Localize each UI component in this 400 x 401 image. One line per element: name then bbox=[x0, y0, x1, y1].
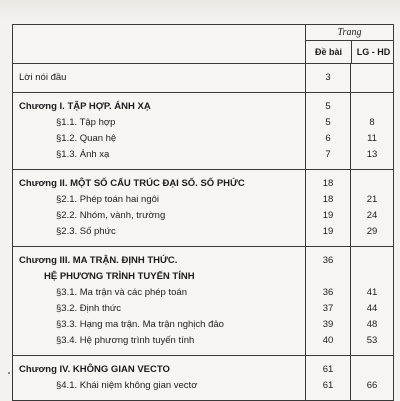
header-de-bai-label: Đề bài bbox=[306, 41, 352, 63]
intro-row bbox=[13, 64, 394, 93]
header-row bbox=[13, 25, 394, 64]
section-title: §2.1. Phép toán hai ngôi bbox=[56, 194, 160, 205]
section-title: §2.2. Nhóm, vành, trường bbox=[56, 210, 166, 221]
chapter-lg-page bbox=[351, 99, 393, 115]
section-title: §3.1. Ma trận và các phép toán bbox=[56, 287, 187, 298]
intro-title-cell bbox=[13, 64, 306, 93]
section-lg-page: 48 bbox=[366, 319, 378, 330]
chapter-lg-page bbox=[351, 176, 393, 192]
section-de-page: 6 bbox=[325, 133, 331, 144]
chapter-title-cell bbox=[13, 93, 306, 170]
section-title: §3.2. Định thức bbox=[56, 303, 121, 314]
chapter-lg-cell bbox=[351, 356, 394, 401]
section-lg-page: 53 bbox=[366, 335, 378, 346]
section-lg-page: 11 bbox=[367, 133, 377, 144]
section-lg-page: 8 bbox=[369, 117, 375, 128]
section-de-page: 7 bbox=[325, 149, 331, 160]
chapter-row bbox=[13, 356, 394, 401]
section-title: §3.3. Hạng ma trận. Ma trận nghịch đảo bbox=[56, 319, 224, 330]
section-de-page: 40 bbox=[322, 335, 334, 346]
chapter-row bbox=[13, 247, 394, 356]
chapter-de-cell bbox=[306, 356, 351, 401]
header-lg-hd-label: LG - HD bbox=[356, 47, 391, 57]
chapter-title-continued: HỆ PHƯƠNG TRÌNH TUYẾN TÍNH bbox=[44, 271, 195, 282]
chapter-lg-page bbox=[351, 362, 393, 378]
chapter-row bbox=[13, 93, 394, 170]
intro-lg-cell bbox=[351, 64, 394, 93]
section-title: §2.3. Số phức bbox=[56, 226, 116, 237]
chapter-title-cell bbox=[13, 356, 306, 401]
chapter-title: Chương III. MA TRẬN. ĐỊNH THỨC. bbox=[19, 255, 178, 266]
chapter-title: Chương IV. KHÔNG GIAN VECTO bbox=[19, 364, 170, 375]
section-de-page: 19 bbox=[322, 226, 334, 237]
chapter-de-cell bbox=[306, 93, 351, 170]
header-blank-cell bbox=[13, 25, 306, 64]
intro-lg-page bbox=[351, 70, 393, 86]
section-lg-page: 21 bbox=[366, 194, 378, 205]
section-lg-page: 13 bbox=[366, 149, 378, 160]
table-of-contents bbox=[12, 24, 394, 401]
section-title: §4.1. Khái niệm không gian vectơ bbox=[56, 380, 198, 391]
section-title: §1.3. Ánh xạ bbox=[56, 149, 110, 160]
chapter-lg-cell bbox=[351, 247, 394, 356]
header-page-cell bbox=[306, 25, 394, 64]
section-de-page: 39 bbox=[322, 319, 334, 330]
section-de-page: 36 bbox=[322, 287, 334, 298]
chapter-lg-page bbox=[351, 253, 393, 269]
chapter-de-page: 5 bbox=[325, 101, 331, 112]
header-subcolumns bbox=[306, 41, 393, 63]
section-de-page: 18 bbox=[322, 194, 334, 205]
section-lg-page: 29 bbox=[366, 226, 378, 237]
section-de-page: 19 bbox=[322, 210, 334, 221]
chapter-de-page: 18 bbox=[322, 178, 334, 189]
chapter-lg-cell bbox=[351, 93, 394, 170]
section-lg-page: 24 bbox=[366, 210, 378, 221]
chapter-row bbox=[13, 170, 394, 247]
intro-de-cell bbox=[306, 64, 351, 93]
intro-de-page: 3 bbox=[325, 72, 331, 83]
chapter-de-page: 61 bbox=[322, 364, 334, 375]
chapter-title: Chương I. TẬP HỢP. ÁNH XẠ bbox=[19, 101, 151, 112]
chapter-title-cell bbox=[13, 247, 306, 356]
section-lg-page: 41 bbox=[366, 287, 378, 298]
section-de-page: 37 bbox=[322, 303, 334, 314]
chapter-title: Chương II. MỘT SỐ CẤU TRÚC ĐẠI SỐ. SỐ PHỨC bbox=[19, 178, 245, 189]
header-trang-label: Trang bbox=[306, 25, 393, 41]
chapter-lg-cell bbox=[351, 170, 394, 247]
section-title: §3.4. Hệ phương trình tuyến tính bbox=[56, 335, 195, 346]
chapter-de-page: 36 bbox=[322, 255, 334, 266]
section-de-page: 5 bbox=[325, 117, 331, 128]
page-top-bleed bbox=[0, 0, 400, 22]
intro-title: Lời nói đầu bbox=[19, 72, 67, 83]
chapter-de-cell bbox=[306, 170, 351, 247]
ink-speck bbox=[8, 372, 10, 374]
section-title: §1.2. Quan hệ bbox=[56, 133, 117, 144]
section-title: §1.1. Tập hợp bbox=[56, 117, 116, 128]
chapter-title-cell bbox=[13, 170, 306, 247]
section-lg-page: 44 bbox=[366, 303, 378, 314]
chapter-de-cell bbox=[306, 247, 351, 356]
section-de-page: 61 bbox=[322, 380, 334, 391]
section-lg-page: 66 bbox=[366, 380, 378, 391]
